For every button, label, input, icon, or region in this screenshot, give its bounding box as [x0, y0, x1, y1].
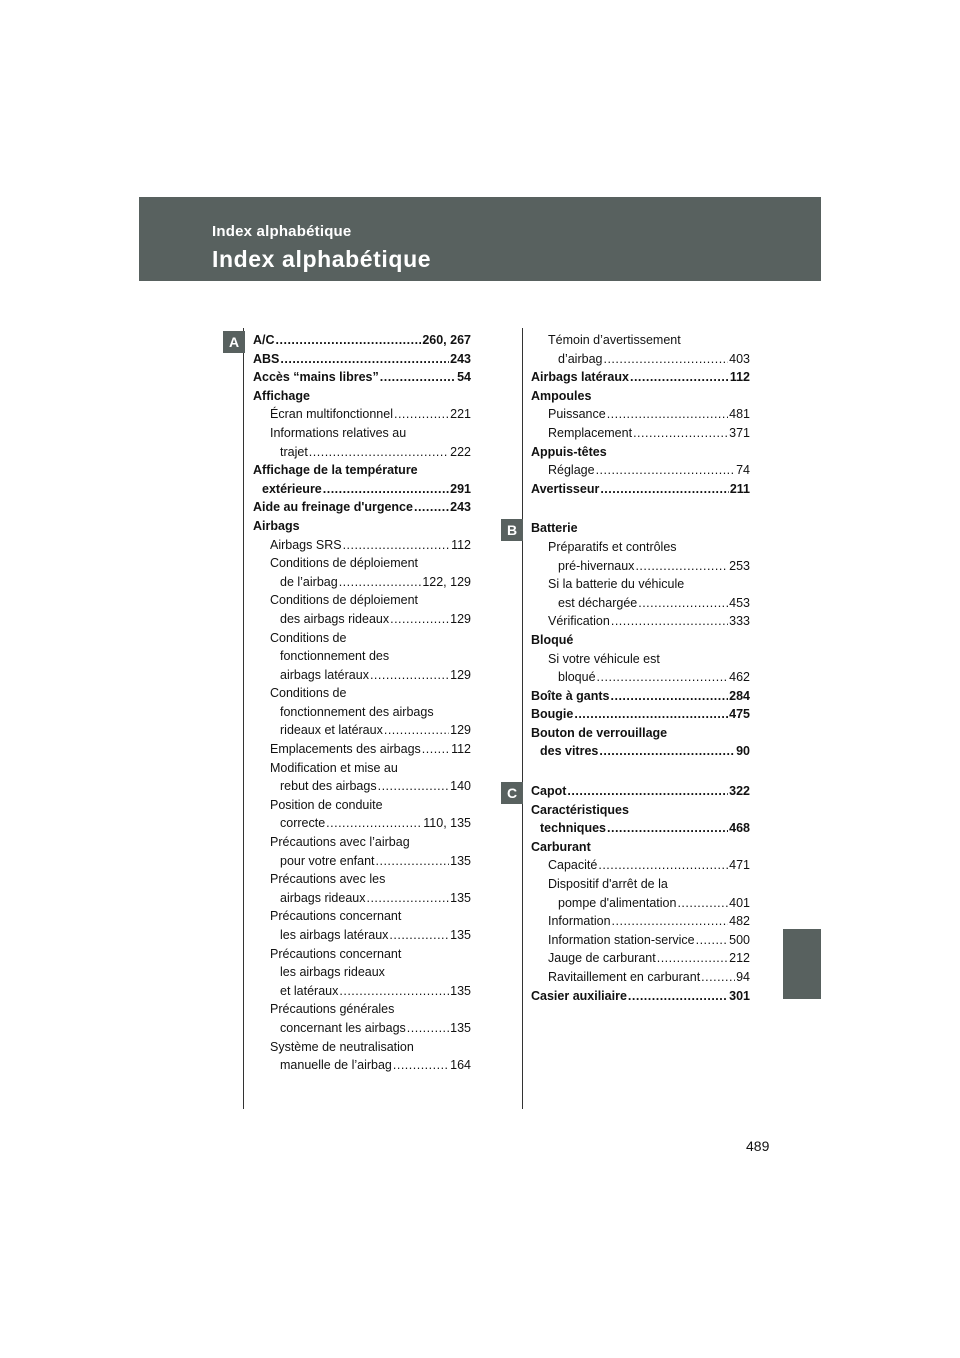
dot-leader: [599, 742, 735, 761]
index-entry-aide-au-freinage-d-urgence: [253, 498, 471, 517]
dot-leader: [596, 461, 736, 480]
entry-term: Conditions de déploiement: [270, 593, 419, 608]
dot-leader: [323, 480, 449, 499]
page-header: [139, 197, 821, 281]
entry-term: Bouton de verrouillage: [531, 725, 668, 740]
entry-page-ref: 291: [450, 481, 471, 496]
index-entry-information: [531, 912, 750, 931]
dot-leader: [598, 856, 728, 875]
index-entry-exterieure: [253, 480, 471, 499]
entry-page-ref: 462: [729, 670, 750, 685]
entry-page-ref: 322: [729, 784, 750, 799]
entry-term: Conditions de déploiement: [270, 556, 419, 571]
section-gap: [531, 761, 750, 782]
index-entry-ampoules: [531, 387, 750, 406]
entry-page-ref: 471: [729, 858, 750, 873]
entry-term: Affichage: [253, 388, 310, 403]
entry-term: A/C: [253, 333, 275, 347]
dot-leader: [630, 368, 729, 387]
entry-page-ref: 482: [729, 914, 750, 929]
dot-leader: [611, 612, 728, 631]
section-letter-c: C: [501, 782, 523, 804]
index-entry-si-votre-vehicule-est: [531, 650, 750, 669]
entry-term: bloqué: [558, 670, 596, 685]
dot-leader: [309, 443, 449, 462]
dot-leader: [600, 480, 729, 499]
dot-leader: [407, 1019, 449, 1038]
dot-leader: [607, 819, 728, 838]
entry-term: pompe d'alimentation: [558, 895, 677, 910]
index-entry-rebut-des-airbags: [253, 777, 471, 796]
index-entry-jauge-de-carburant: [531, 949, 750, 968]
index-entry-a-c: [253, 331, 471, 350]
entry-term: extérieure: [262, 481, 322, 496]
entry-term: Ampoules: [531, 388, 592, 403]
index-entry-boite-a-gants: [531, 687, 750, 706]
dot-leader: [378, 777, 450, 796]
index-entry-acces-mains-libres: [253, 368, 471, 387]
index-entry-abs: [253, 350, 471, 369]
entry-term: Casier auxiliaire: [531, 988, 627, 1003]
dot-leader: [657, 949, 728, 968]
entry-page-ref: 260, 267: [422, 333, 471, 347]
entry-term: Remplacement: [548, 425, 633, 440]
entry-term: airbags latéraux: [280, 667, 369, 682]
index-entry-et-lateraux: [253, 982, 471, 1001]
index-entry-airbags-srs: [253, 536, 471, 555]
dot-leader: [597, 668, 729, 687]
entry-term: concernant les airbags: [280, 1020, 406, 1035]
index-entry-remplacement: [531, 424, 750, 443]
entry-term: correcte: [280, 816, 326, 831]
entry-term: airbags rideaux: [280, 890, 366, 905]
entry-term: Airbags: [253, 518, 300, 533]
index-entry-bloque: [531, 631, 750, 650]
index-entry-airbags-lateraux: [253, 666, 471, 685]
entry-term: Capot: [531, 784, 567, 799]
entry-term: pré-hivernaux: [558, 558, 635, 573]
entry-term: d’airbag: [558, 351, 603, 366]
index-entry-precautions-concernant: [253, 945, 471, 964]
entry-term: et latéraux: [280, 983, 339, 998]
index-entry-preparatifs-et-controles: [531, 538, 750, 557]
entry-page-ref: 212: [729, 951, 750, 966]
entry-page-ref: 135: [450, 983, 471, 998]
entry-term: ABS: [253, 351, 280, 366]
entry-term: des airbags rideaux: [280, 611, 390, 626]
index-entry-emplacements-des-airbags: [253, 740, 471, 759]
entry-term: est déchargée: [558, 595, 638, 610]
index-entry-trajet: [253, 443, 471, 462]
section-gap: [531, 498, 750, 519]
dot-leader: [567, 782, 728, 801]
entry-page-ref: 401: [729, 895, 750, 910]
index-entry-concernant-les-airbags: [253, 1019, 471, 1038]
section-letter-b: B: [501, 519, 523, 541]
entry-term: Réglage: [548, 463, 595, 478]
entry-page-ref: 94: [736, 970, 750, 984]
entry-term: Conditions de: [270, 630, 347, 645]
index-column-1: [253, 331, 471, 1075]
entry-term: Si la batterie du véhicule: [548, 577, 685, 592]
index-entry-ravitaillement-en-carburant: [531, 968, 750, 987]
index-entry-pre-hivernaux: [531, 557, 750, 576]
entry-page-ref: 475: [729, 707, 750, 722]
entry-term: rideaux et latéraux: [280, 723, 383, 738]
entry-page-ref: 135: [450, 890, 471, 905]
entry-term: pour votre enfant: [280, 853, 375, 868]
entry-term: Préparatifs et contrôles: [548, 539, 677, 554]
dot-leader: [380, 368, 456, 387]
entry-page-ref: 284: [729, 688, 750, 703]
index-entry-bloque: [531, 668, 750, 687]
entry-term: Affichage de la température: [253, 463, 418, 478]
index-entry-dispositif-d-arret-de-la: [531, 875, 750, 894]
entry-page-ref: 453: [729, 595, 750, 610]
entry-term: Informations relatives au: [270, 425, 407, 440]
header-title: Index alphabétique: [212, 246, 432, 272]
index-entry-correcte: [253, 814, 471, 833]
entry-page-ref: 135: [450, 1020, 471, 1035]
index-entry-si-la-batterie-du-vehicule: [531, 575, 750, 594]
entry-page-ref: 112: [729, 370, 750, 385]
index-entry-manuelle-de-l-airbag: [253, 1056, 471, 1075]
index-entry-precautions-avec-l-airbag: [253, 833, 471, 852]
index-entry-les-airbags-lateraux: [253, 926, 471, 945]
entry-term: Puissance: [548, 407, 606, 422]
index-entry-bougie: [531, 705, 750, 724]
entry-term: Ravitaillement en carburant: [548, 970, 701, 984]
index-entry-conditions-de: [253, 629, 471, 648]
entry-page-ref: 468: [729, 821, 750, 836]
entry-term: fonctionnement des: [280, 649, 390, 664]
entry-page-ref: 211: [729, 481, 750, 496]
entry-page-ref: 129: [450, 611, 471, 626]
dot-leader: [696, 931, 729, 950]
dot-leader: [628, 987, 728, 1006]
entry-term: Bloqué: [531, 632, 574, 647]
index-entry-fonctionnement-des: [253, 647, 471, 666]
entry-page-ref: 112: [451, 742, 471, 757]
entry-term: les airbags latéraux: [280, 928, 389, 942]
index-entry-des-vitres: [531, 742, 750, 761]
dot-leader: [611, 687, 729, 706]
index-entry-temoin-d-avertissement: [531, 331, 750, 350]
index-entry-casier-auxiliaire: [531, 987, 750, 1006]
entry-page-ref: 221: [450, 407, 471, 422]
entry-page-ref: 222: [450, 444, 471, 459]
entry-page-ref: 333: [729, 614, 750, 629]
index-entry-systeme-de-neutralisation: [253, 1038, 471, 1057]
entry-term: Conditions de: [270, 686, 347, 701]
dot-leader: [612, 912, 729, 931]
dot-leader: [422, 740, 450, 759]
entry-page-ref: 110, 135: [423, 816, 471, 831]
entry-page-ref: 129: [450, 723, 471, 738]
index-entry-les-airbags-rideaux: [253, 963, 471, 982]
index-entry-pour-votre-enfant: [253, 852, 471, 871]
entry-term: Témoin d’avertissement: [548, 333, 681, 347]
entry-term: fonctionnement des airbags: [280, 704, 434, 719]
index-entry-appuis-tetes: [531, 443, 750, 462]
entry-term: Écran multifonctionnel: [270, 407, 393, 422]
entry-term: Vérification: [548, 614, 610, 629]
index-entry-precautions-generales: [253, 1000, 471, 1019]
column-divider-middle: [522, 328, 523, 1109]
entry-term: Accès “mains libres”: [253, 370, 379, 385]
index-entry-bouton-de-verrouillage: [531, 724, 750, 743]
entry-page-ref: 243: [450, 351, 471, 366]
index-entry-conditions-de: [253, 684, 471, 703]
dot-leader: [384, 721, 449, 740]
index-entry-information-station-service: [531, 931, 750, 950]
index-entry-modification-et-mise-au: [253, 759, 471, 778]
index-entry-affichage: [253, 387, 471, 406]
index-entry-airbags-lateraux: [531, 368, 750, 387]
entry-term: Bougie: [531, 707, 574, 722]
index-entry-capot: [531, 782, 750, 801]
index-entry-verification: [531, 612, 750, 631]
entry-term: Modification et mise au: [270, 760, 398, 775]
index-column-2: [531, 331, 750, 1005]
index-entry-conditions-de-deploiement: [253, 591, 471, 610]
dot-leader: [339, 982, 449, 1001]
index-entry-conditions-de-deploiement: [253, 554, 471, 573]
entry-term: Carburant: [531, 839, 591, 854]
side-tab-marker: [783, 929, 821, 999]
dot-leader: [326, 814, 422, 833]
index-entry-des-airbags-rideaux: [253, 610, 471, 629]
index-entry-reglage: [531, 461, 750, 480]
entry-term: Précautions concernant: [270, 946, 402, 961]
entry-term: manuelle de l’airbag: [280, 1058, 392, 1073]
entry-term: Position de conduite: [270, 797, 383, 812]
entry-term: techniques: [540, 821, 606, 836]
entry-page-ref: 74: [736, 463, 750, 478]
entry-term: Si votre véhicule est: [548, 651, 660, 666]
dot-leader: [394, 405, 449, 424]
section-letter-a: A: [223, 331, 245, 353]
entry-term: de l’airbag: [280, 574, 338, 589]
entry-term: Jauge de carburant: [548, 951, 656, 966]
index-entry-avertisseur: [531, 480, 750, 499]
entry-page-ref: 140: [450, 779, 471, 794]
index-entry-ecran-multifonctionnel: [253, 405, 471, 424]
dot-leader: [389, 926, 449, 945]
dot-leader: [638, 594, 728, 613]
entry-term: Précautions avec les: [270, 872, 386, 887]
dot-leader: [574, 705, 728, 724]
index-entry-pompe-d-alimentation: [531, 894, 750, 913]
index-entry-techniques: [531, 819, 750, 838]
entry-page-ref: 90: [736, 744, 750, 759]
entry-page-ref: 112: [451, 537, 471, 552]
dot-leader: [339, 573, 422, 592]
entry-term: Emplacements des airbags: [270, 742, 421, 757]
dot-leader: [393, 1056, 449, 1075]
entry-term: Airbags latéraux: [531, 370, 629, 385]
entry-page-ref: 164: [450, 1058, 471, 1073]
dot-leader: [343, 536, 451, 555]
dot-leader: [390, 610, 449, 629]
entry-term: rebut des airbags: [280, 779, 377, 794]
entry-term: les airbags rideaux: [280, 965, 385, 980]
column-divider-left: [243, 328, 244, 1109]
index-entry-airbags-rideaux: [253, 889, 471, 908]
dot-leader: [607, 405, 728, 424]
entry-term: Information: [548, 914, 611, 929]
entry-term: Précautions concernant: [270, 909, 402, 924]
page-number: 489: [746, 1138, 770, 1154]
dot-leader: [603, 350, 728, 369]
entry-term: Appuis-têtes: [531, 444, 607, 459]
entry-page-ref: 135: [450, 928, 471, 942]
index-entry-caracteristiques: [531, 801, 750, 820]
entry-page-ref: 135: [450, 853, 471, 868]
index-entry-est-dechargee: [531, 594, 750, 613]
dot-leader: [635, 557, 728, 576]
entry-term: Avertisseur: [531, 481, 600, 496]
entry-term: Système de neutralisation: [270, 1039, 414, 1054]
entry-term: des vitres: [540, 744, 599, 759]
entry-page-ref: 500: [729, 932, 750, 947]
entry-term: Information station-service: [548, 932, 695, 947]
index-entry-precautions-concernant: [253, 907, 471, 926]
entry-term: Dispositif d'arrêt de la: [548, 877, 668, 892]
index-entry-fonctionnement-des-airbags: [253, 703, 471, 722]
entry-term: Batterie: [531, 521, 578, 536]
dot-leader: [276, 331, 422, 350]
index-entry-position-de-conduite: [253, 796, 471, 815]
entry-term: Caractéristiques: [531, 802, 629, 817]
entry-page-ref: 481: [729, 407, 750, 422]
entry-page-ref: 243: [450, 500, 471, 515]
entry-page-ref: 54: [457, 370, 471, 385]
entry-term: Capacité: [548, 858, 598, 873]
header-subtitle: Index alphabétique: [212, 223, 352, 240]
entry-page-ref: 403: [729, 351, 750, 366]
entry-page-ref: 371: [729, 425, 750, 440]
index-entry-puissance: [531, 405, 750, 424]
dot-leader: [370, 666, 449, 685]
index-entry-precautions-avec-les: [253, 870, 471, 889]
entry-term: Précautions générales: [270, 1002, 395, 1017]
entry-page-ref: 129: [450, 667, 471, 682]
entry-term: Boîte à gants: [531, 688, 610, 703]
entry-page-ref: 122, 129: [422, 574, 471, 589]
dot-leader: [701, 968, 735, 987]
dot-leader: [280, 350, 449, 369]
entry-term: Précautions avec l’airbag: [270, 835, 410, 850]
entry-term: Aide au freinage d'urgence: [253, 500, 413, 515]
index-entry-d-airbag: [531, 350, 750, 369]
index-entry-capacite: [531, 856, 750, 875]
dot-leader: [633, 424, 728, 443]
dot-leader: [677, 894, 728, 913]
entry-page-ref: 253: [729, 558, 750, 573]
index-entry-informations-relatives-au: [253, 424, 471, 443]
entry-term: Airbags SRS: [270, 537, 342, 552]
dot-leader: [414, 498, 449, 517]
index-entry-rideaux-et-lateraux: [253, 721, 471, 740]
dot-leader: [366, 889, 449, 908]
index-entry-de-l-airbag: [253, 573, 471, 592]
index-entry-batterie: [531, 519, 750, 538]
entry-term: trajet: [280, 444, 308, 459]
dot-leader: [376, 852, 450, 871]
entry-page-ref: 301: [729, 988, 750, 1003]
index-entry-affichage-de-la-temperature: [253, 461, 471, 480]
index-entry-carburant: [531, 838, 750, 857]
index-entry-airbags: [253, 517, 471, 536]
